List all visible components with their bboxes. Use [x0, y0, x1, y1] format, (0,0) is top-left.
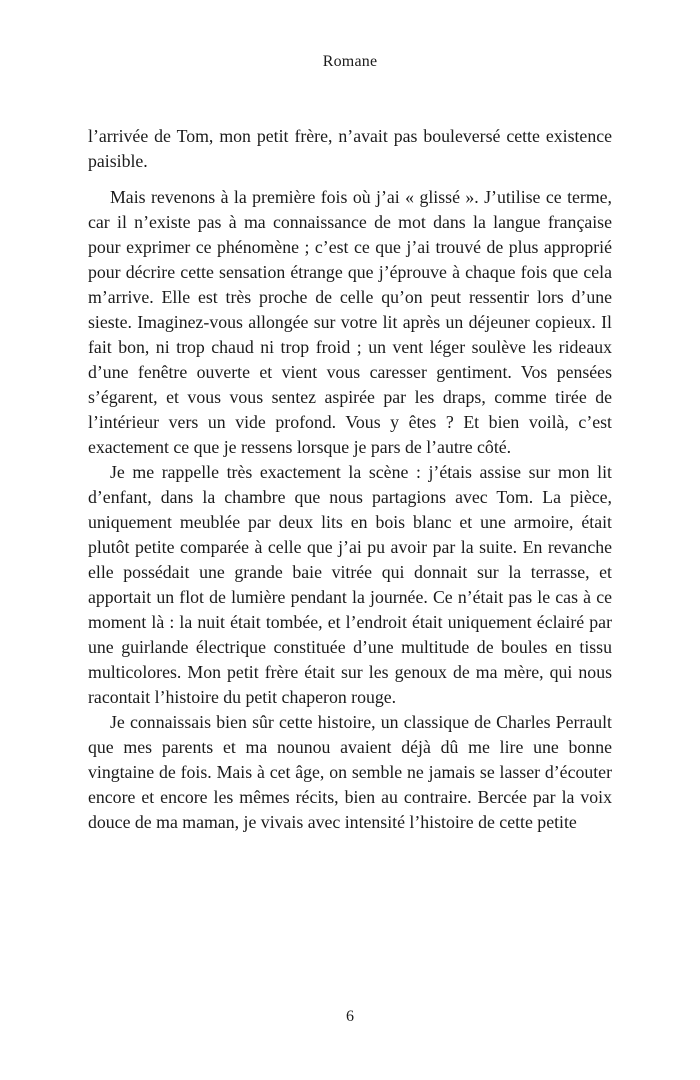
page-number: 6	[346, 1008, 354, 1025]
running-header: Romane	[322, 53, 378, 70]
paragraph: l’arrivée de Tom, mon petit frère, n’avait pas bouleversé cette existence paisible.	[88, 126, 612, 171]
paragraph: Mais revenons à la première fois où j’ai « glissé ». J’utilise ce terme, car il n’existe pas à ma connaissance de mot dans la langue française pour exprimer ce phénomène ; c’est ce que j’ai trouvé de plus approprié pour décrire cette sensation étrange que j’éprouve à chaque fois que cela m’arrive. Elle est très proche de celle qu’on peut ressentir lors d’une sieste. Imaginez-vous allongée sur votre lit après un déjeuner copieux. Il fait bon, ni trop chaud ni trop froid ; un vent léger soulève les rideaux d’une fenêtre ouverte et vient vous caresser gentiment. Vos pensées s’égarent, et vous vous sentez aspirée par les draps, comme tirée de l’intérieur vers un vide profond. Vous y êtes ? Et bien voilà, c’est exactement ce que je ressens lorsque je pars de l’autre côté.	[88, 187, 612, 457]
paragraph: Je me rappelle très exactement la scène : j’étais assise sur mon lit d’enfant, dans la chambre que nous partagions avec Tom. La pièce, uniquement meublée par deux lits en bois blanc et une armoire, était plutôt petite comparée à celle que j’ai pu avoir par la suite. En revanche elle possédait une grande baie vitrée qui donnait sur la terrasse, et apportait un flot de lumière pendant la journée. Ce n’était pas le cas à ce moment là : la nuit était tombée, et l’endroit était uniquement éclairé par une guirlande électrique constituée d’une multitude de boules en tissu multicolores. Mon petit frère était sur les genoux de ma mère, qui nous racontait l’histoire du petit chaperon rouge.	[88, 462, 612, 707]
paragraph: Je connaissais bien sûr cette histoire, un classique de Charles Perrault que mes parents et ma nounou avaient déjà dû me lire une bonne vingtaine de fois. Mais à cet âge, on semble ne jamais se lasser d’écouter encore et encore les mêmes récits, bien au contraire. Bercée par la voix douce de ma maman, je vivais avec intensité l’histoire de cette petite	[88, 712, 612, 832]
body-text	[88, 124, 612, 835]
